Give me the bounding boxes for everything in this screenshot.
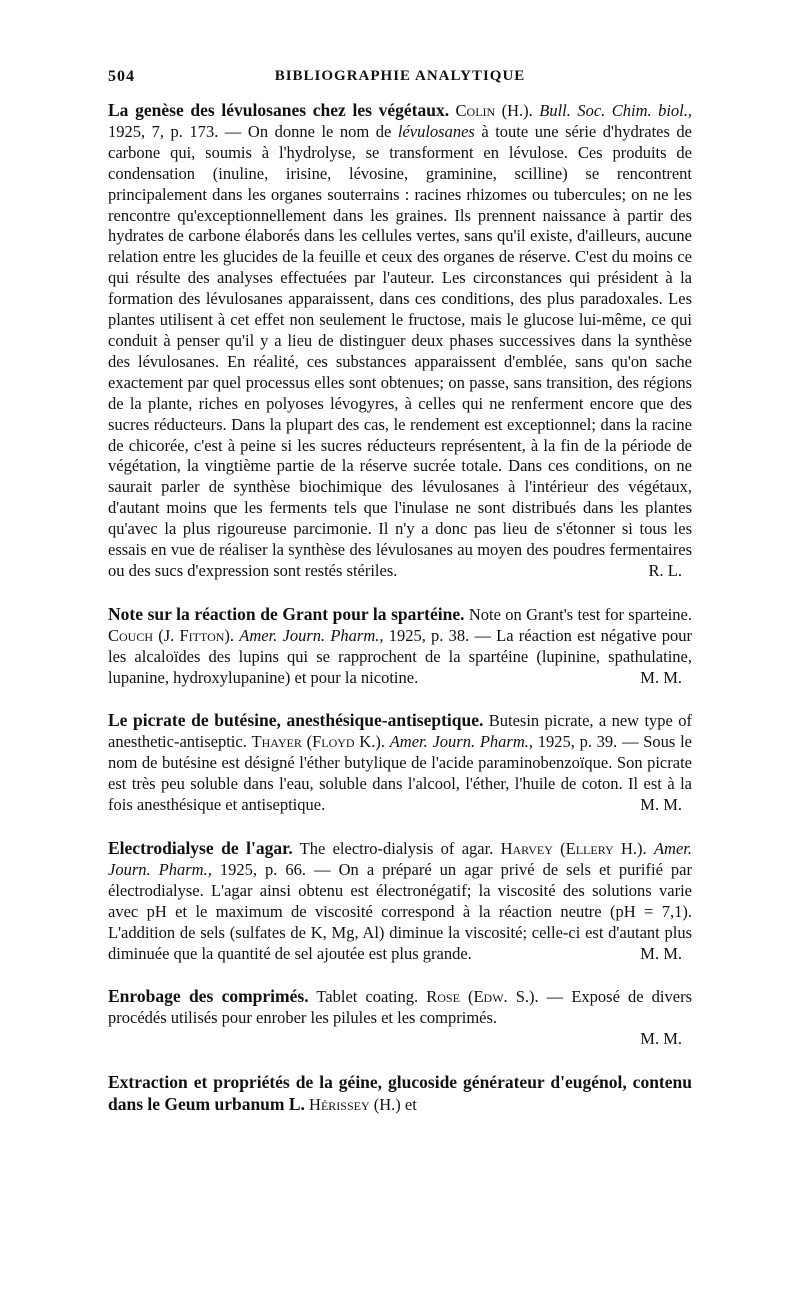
article-grant-sparteine <box>108 604 692 689</box>
article-text: Butesin picrate, a new type of anesthetic-antiseptic. <box>108 711 692 752</box>
article-author: Rose (Edw. S.). <box>426 987 539 1007</box>
article-author: Thayer (Floyd K.). <box>251 732 385 752</box>
running-title: BIBLIOGRAPHIE ANALYTIQUE <box>274 68 526 84</box>
article-text: 1925, p. 66. — On a préparé un agar privé de sels et purifié par électrodialyse. L'agar ainsi obtenu est électronégatif; la viscosité des solutions varie avec pH et le maximum de viscosité correspond à la réaction neutre (pH = 7,1). L'addition de sels (sulfates de K, Mg, Al) diminue la viscosité; celle-ci est d'autant plus diminuée que la quantité de sel ajoutée est plus grande. <box>108 859 692 963</box>
article-text: 1925, p. 39. — Sous le nom de butésine est désigné l'éther butylique de l'acide paraminobenzoïque. Son picrate est très peu soluble dans l'eau, soluble dans l'alcool, l'éther, l'huile de coton. Il est à la fois anesthésique et antiseptique. <box>108 732 692 815</box>
article-author: Harvey (Ellery H.). <box>500 839 647 858</box>
article-title: Note sur la réaction de Grant pour la spartéine. <box>108 603 465 624</box>
article-text: — Exposé de divers procédés utilisés pour enrober les pilules et les comprimés. <box>108 987 692 1028</box>
article-geine <box>108 1072 692 1116</box>
article-text: et <box>400 1095 417 1115</box>
article-signature: R. L. <box>648 560 682 580</box>
article-text: Note on Grant's test for sparteine. <box>464 604 692 624</box>
article-author: Hérissey (H.) <box>309 1095 401 1115</box>
article-title: Extraction et propriétés de la géine, glucoside générateur d'eugénol, contenu dans le Geum urbanum L. <box>108 1072 692 1115</box>
article-signature: M. M. <box>640 795 682 815</box>
article-title: Electrodialyse de l'agar. <box>108 838 293 858</box>
article-text: à toute une série d'hydrates de carbone qui, soumis à l'hydrolyse, se transforment en lévulose. Ces produits de condensation (inuline, irisine, lévosine, graminine, scilline) se rencontrent principalement dans les organes souterrains : racines rhizomes ou tubercules; on ne les rencontre qu'exceptionnellement dans les graines. Ils prennent naissance à partir des hydrates de carbone élaborés dans les cellules vertes, sans qu'il existe, d'ailleurs, aucune relation entre les glucides de la feuille et ceux des organes de réserve. C'est du moins ce qui résulte des analyses effectuées par l'auteur. Les circonstances qui président à la formation des lévulosanes apparaissent, dans ces conditions, des plus paradoxales. Les plantes utilisent à cet effet non seulement le fructose, mais le glucose lui-même, ce qui conduit à penser qu'il y a lieu de distinguer deux phases successives dans la synthèse des lévulosanes. En réalité, ces substances apparaissent d'emblée, sans qu'on sache exactement par quel processus elles sont obtenues; on passe, sans transition, des régions de la plante, riches en polyoses lévogyres, à celles qui ne renferment encore que des sucres réducteurs. Dans la plupart des cas, le rendement est exceptionnel; dans la racine de chicorée, c'est à peine si les sucres réducteurs représentent, à la fin de la période de végétation, la vingtième partie de la réserve sucrée totale. Dans ces conditions, on ne saurait parler de synthèse biochimique des lévulosanes à l'intérieur des végétaux, d'autant moins que les ferments tels que l'inulase ne sont distribués dans les plantes qu'avec la plus rigoureuse parcimonie. Il n'y a donc pas lieu de s'étonner si tous les essais en vue de réaliser la synthèse des lévulosanes au moyen des poudres fermentaires ou des sucs d'expression sont restés stériles. <box>108 121 692 580</box>
article-text: — On donne le nom de <box>218 121 398 141</box>
article-signature: M. M. <box>640 667 682 687</box>
article-title: Le picrate de butésine, anesthésique-antiseptique. <box>108 710 484 731</box>
page-header <box>108 68 692 92</box>
article-title: La genèse des lévulosanes chez les végétaux. <box>108 100 450 120</box>
article-enrobage <box>108 986 692 1050</box>
article-author: Colin (H.). <box>455 101 533 120</box>
article-text: 1925, p. 38. — La réaction est négative pour les alcaloïdes des lupins qui se rapprochent de la spartéine (lupinine, spathulatine, lupanine, hydroxylupanine) et pour la nicotine. <box>108 625 693 687</box>
article-term: lévulosanes <box>397 121 475 141</box>
article-signature: M. M. <box>640 943 682 963</box>
article-title: Enrobage des comprimés. <box>108 986 309 1007</box>
article-signature: M. M. <box>640 1029 682 1049</box>
article-journal: Amer. Journ. Pharm., <box>108 839 692 879</box>
article-column <box>108 100 692 1116</box>
article-butesine <box>108 710 692 816</box>
article-journal: Amer. Journ. Pharm., <box>239 625 384 645</box>
article-author: Couch (J. Fitton). <box>108 625 235 645</box>
article-levulosanes <box>108 100 692 582</box>
article-text: The electro-dialysis of agar. <box>292 839 501 858</box>
article-agar <box>108 838 692 964</box>
article-text: Tablet coating. <box>308 987 427 1007</box>
article-journal: Bull. Soc. Chim. biol., <box>539 101 692 120</box>
article-journal: Amer. Journ. Pharm., <box>389 732 533 752</box>
page-number: 504 <box>108 68 135 85</box>
article-ref: 1925, 7, p. 173. <box>108 121 219 141</box>
